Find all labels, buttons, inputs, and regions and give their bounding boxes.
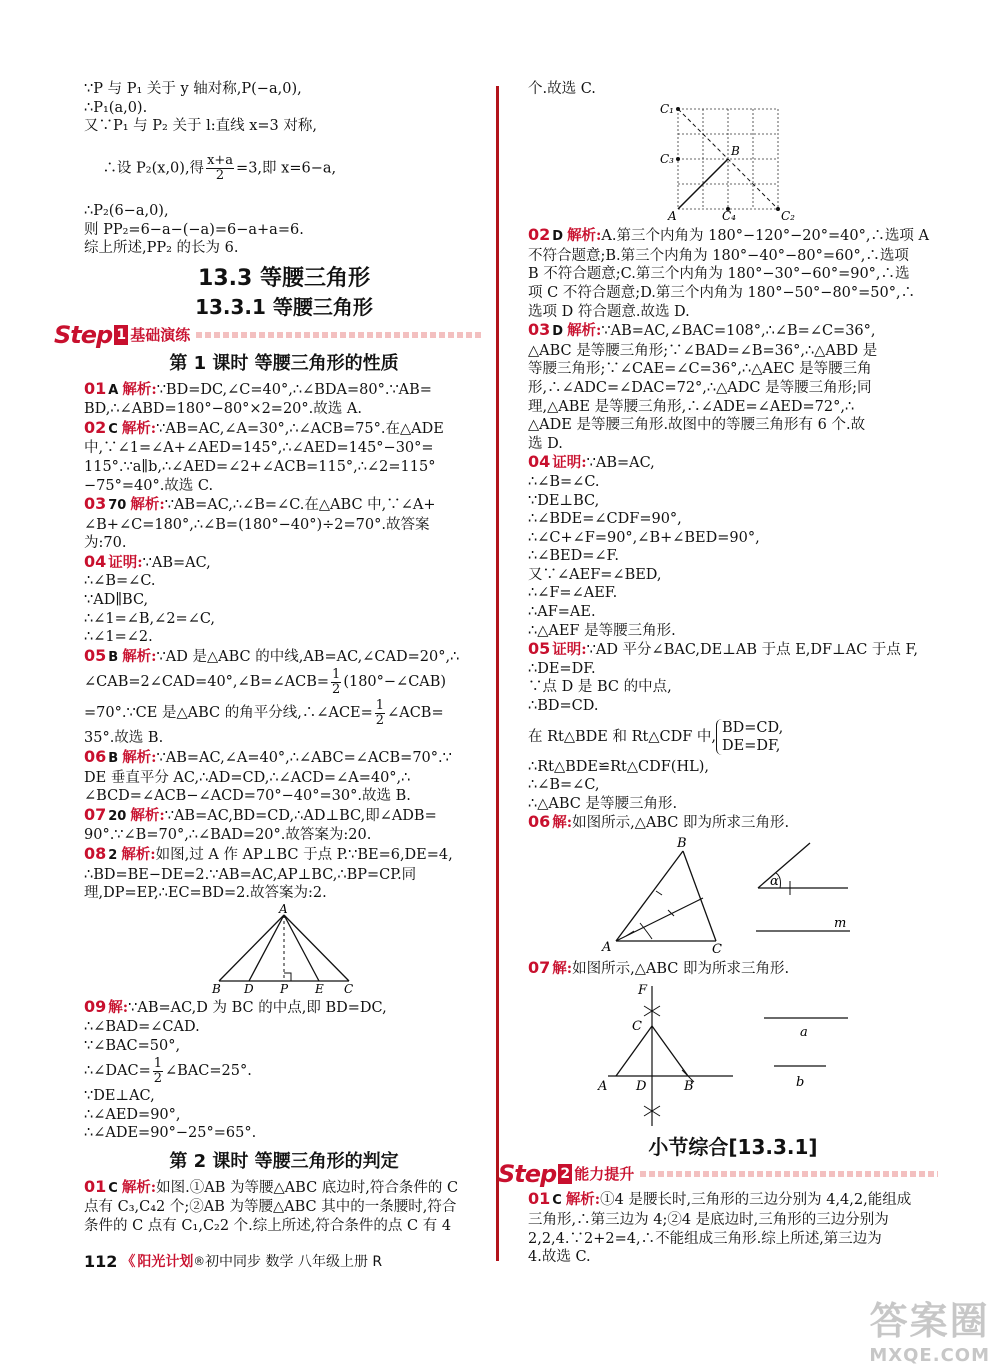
answer-line: 理,△ABE 是等腰三角形,∴∠ADE=∠AED=72°,∴ xyxy=(528,398,855,415)
answer-line: ∴∠F=∠AEF. xyxy=(528,585,618,602)
numerator: x+a xyxy=(207,153,234,169)
answer-line: △ABC 是等腰三角形;∵∠BAD=∠B=36°,∴△ABD 是 xyxy=(528,342,878,359)
watermark-url: MXQE.COM xyxy=(869,1345,990,1366)
answer-line: ∴∠B=∠C. xyxy=(528,473,600,490)
answer-line: ∴BD=CD. xyxy=(528,698,599,715)
step-title: 基础演练 xyxy=(130,325,191,344)
book-title: 初中同步 数学 八年级上册 R xyxy=(205,1254,383,1270)
answer-line: DE 垂直平分 AC,∴AD=CD,∴∠ACD=∠A=40°,∴ xyxy=(84,769,411,786)
answer-line: △ADE 是等腰三角形.故图中的等腰三角形有 6 个.故 xyxy=(528,417,866,434)
answer-text: ∵AB=AC,∠A=30°,∴∠ACB=75°.在△ADE xyxy=(156,420,444,437)
segment-label: a xyxy=(800,1025,808,1041)
line-label: m xyxy=(834,916,847,931)
analysis-label: 解析: xyxy=(130,496,165,514)
fraction xyxy=(206,154,234,183)
answer-tag: 20 xyxy=(108,808,127,824)
intro-line: ∴P₁(a,0). xyxy=(84,99,148,116)
question-number: 06 xyxy=(84,747,107,767)
intro-line: 综上所述,PP₂ 的长为 6. xyxy=(84,240,239,257)
answer-fraction-line xyxy=(84,1055,484,1087)
proof-label: 证明: xyxy=(552,641,587,659)
answer-text: 如图.①AB 为等腰△ABC 底边时,符合条件的 C xyxy=(156,1179,459,1196)
answer-line: 选项 D 符合题意.故选 D. xyxy=(528,303,690,320)
answer-line: 不符合题意;B.第三个内角为 180°−40°−80°=60°,∴选项 xyxy=(528,247,909,264)
analysis-label: 解析: xyxy=(130,806,165,824)
point-label: B xyxy=(677,836,687,851)
text: ∠ACB= xyxy=(387,705,444,722)
question-number: 04 xyxy=(528,452,551,472)
numerator: 1 xyxy=(332,666,341,682)
denominator: 2 xyxy=(153,1070,162,1086)
answer-line: B 不符合题意;C.第三个内角为 180°−30°−60°=90°,∴选 xyxy=(528,266,910,283)
intro-line: 又∵P₁ 与 P₂ 关于 l:直线 x=3 对称, xyxy=(84,118,317,135)
answer-text: ∵AB=AC,∠A=40°,∴∠ABC=∠ACB=70°.∵ xyxy=(156,750,452,767)
page-number: 112 xyxy=(84,1251,118,1271)
answer-line: 选 D. xyxy=(528,435,563,452)
answer-line: ∴DE=DF. xyxy=(528,660,596,677)
answer-line: 中,∵∠1=∠A+∠AED=145°,∴∠AED=145°−30°= xyxy=(84,440,434,457)
answer-line: ∴∠B=∠C, xyxy=(528,777,600,794)
solution-label: 解: xyxy=(552,959,573,977)
answer-line: 理,DP=EP,∴EC=BD=2.故答案为:2. xyxy=(84,885,327,902)
question-03 xyxy=(84,495,484,516)
point-label: C₂ xyxy=(781,208,795,221)
grid-figure xyxy=(528,99,938,221)
answer-line: 形,∴∠ADC=∠DAC=72°,∴△ADC 是等腰三角形;同 xyxy=(528,379,872,396)
answer-text: ∵AB=AC, xyxy=(142,554,211,571)
answer-text: ∵AB=AC, xyxy=(586,455,655,472)
point-label: D xyxy=(244,981,254,993)
point-label: C xyxy=(712,942,722,953)
step-decoration xyxy=(196,332,484,338)
text: =70°.∵CE 是△ABC 的角平分线,∴∠ACE= xyxy=(84,705,373,722)
intro-line: 则 PP₂=6−a−(−a)=6−a+a=6. xyxy=(84,221,304,238)
answer-line: ∵点 D 是 BC 的中点, xyxy=(528,679,672,696)
answer-line: 90°.∵∠B=70°,∴∠BAD=20°.故答案为:20. xyxy=(84,827,372,844)
answer-text: ∵AB=AC,D 为 BC 的中点,即 BD=DC, xyxy=(128,1000,387,1017)
numerator: 1 xyxy=(153,1055,162,1071)
question-05 xyxy=(84,647,484,668)
answer-tag: 70 xyxy=(108,498,127,514)
question-number: 01 xyxy=(84,1176,107,1196)
point-label: C xyxy=(632,1019,642,1035)
answer-text: 如图,过 A 作 AP⊥BC 于点 P.∵BE=6,DE=4, xyxy=(155,847,453,863)
point-label: E xyxy=(315,981,324,993)
question-l2-01 xyxy=(84,1178,484,1199)
double-arrow-icon: 《 xyxy=(121,1254,136,1270)
answer-tag: B xyxy=(108,649,119,665)
summary-title: 小节综合[13.3.1] xyxy=(648,1134,818,1159)
answer-tag: D xyxy=(552,324,564,340)
question-number: 03 xyxy=(84,494,107,514)
point-label: C₃ xyxy=(660,151,674,166)
page-footer xyxy=(84,1251,382,1271)
answer-line: 为:70. xyxy=(84,535,127,552)
point-label: B xyxy=(212,981,221,993)
answer-text: ①4 是腰长时,三角形的三边分别为 4,4,2,能组成 xyxy=(600,1192,912,1209)
point-label: C₄ xyxy=(722,208,736,221)
answer-line: ∵∠BAC=50°, xyxy=(84,1037,181,1054)
point-label: A xyxy=(668,208,677,221)
step2-banner xyxy=(498,1160,938,1189)
left-column xyxy=(54,80,484,1235)
analysis-label: 解析: xyxy=(122,749,157,767)
answer-line: ∴△AEF 是等腰三角形. xyxy=(528,622,676,639)
answer-text: ∵AB=AC,BD=CD,∴AD⊥BC,即∠ADB= xyxy=(164,807,437,824)
construction-figure-07 xyxy=(528,978,938,1128)
step1-banner xyxy=(54,320,484,349)
denominator: 2 xyxy=(215,168,225,184)
step-title: 能力提升 xyxy=(574,1165,635,1184)
text: 在 Rt△BDE 和 Rt△CDF 中, xyxy=(528,728,716,745)
text: (180°−∠CAB) xyxy=(343,674,447,691)
answer-line: −75°=40°.故选 C. xyxy=(84,477,214,494)
question-l2-03 xyxy=(528,321,938,342)
answer-line: ∴∠C+∠F=90°,∠B+∠BED=90°, xyxy=(528,529,760,546)
question-number: 07 xyxy=(84,804,107,824)
point-label: A xyxy=(279,902,288,916)
answer-text: ∵AD 是△ABC 的中线,AB=AC,∠CAD=20°,∴ xyxy=(156,648,460,665)
point-label: F xyxy=(638,983,648,999)
isosceles-triangle-figure xyxy=(84,903,484,993)
answer-line: ∴∠BAD=∠CAD. xyxy=(84,1018,200,1035)
question-08 xyxy=(84,845,484,866)
answer-line: 三角形,∴第三边为 4;②4 是底边时,三角形的三边分别为 xyxy=(528,1211,889,1228)
answer-line: ∵AD∥BC, xyxy=(84,592,149,609)
analysis-label: 解析: xyxy=(565,1191,601,1209)
answer-line: ∵DE⊥BC, xyxy=(528,492,600,509)
proof-label: 证明: xyxy=(552,454,587,472)
answer-line: ∴Rt△BDE≌Rt△CDF(HL), xyxy=(528,758,710,775)
answer-tag: C xyxy=(552,1193,562,1209)
section-title: 13.3 等腰三角形 xyxy=(198,265,370,291)
answer-line: ∴∠1=∠2. xyxy=(84,629,153,646)
analysis-label: 解析: xyxy=(121,1178,157,1196)
segment-label: b xyxy=(796,1075,805,1091)
brace-item: BD=CD, xyxy=(721,719,784,736)
answer-text: A.第三个内角为 180°−120°−20°=40°,∴选项 A xyxy=(601,228,930,245)
answer-line: 2,2,4.∵2+2=4,∴不能组成三角形.综上所述,第三边为 xyxy=(528,1230,882,1247)
brace-group xyxy=(716,719,783,755)
intro-fraction-line xyxy=(84,136,484,202)
question-number: 02 xyxy=(84,417,107,437)
watermark xyxy=(869,1290,990,1366)
answer-line: ∴AF=AE. xyxy=(528,604,596,621)
angle-label: α xyxy=(770,874,779,889)
text: ∴∠DAC= xyxy=(84,1063,151,1080)
answer-line: 项 C 不符合题意;D.第三个内角为 180°−50°−80°=50°,∴ xyxy=(528,284,916,301)
answer-text: ∵AB=AC,∴∠B=∠C.在△ABC 中,∵∠A+ xyxy=(164,497,436,514)
answer-line: ∠BCD=∠ACB−∠ACD=70°−40°=30°.故选 B. xyxy=(84,788,411,805)
answer-tag: 2 xyxy=(108,848,118,863)
brace-item: DE=DF, xyxy=(721,737,781,754)
answer-line: 35°.故选 B. xyxy=(84,730,164,747)
answer-line: 等腰三角形;∵∠CAE=∠C=36°,∴△AEC 是等腰三角 xyxy=(528,361,872,378)
answer-line: 又∵∠AEF=∠BED, xyxy=(528,566,662,583)
answer-tag: A xyxy=(108,382,119,398)
answer-line: BD,∴∠ABD=180°−80°×2=20°.故选 A. xyxy=(84,401,362,418)
answer-fraction-line xyxy=(84,697,484,729)
denominator: 2 xyxy=(332,681,341,697)
answer-text: ∵AB=AC,∠BAC=108°,∴∠B=∠C=36°, xyxy=(601,323,876,340)
answer-fraction-line xyxy=(84,667,484,697)
analysis-label: 解析: xyxy=(121,846,156,863)
question-number: 01 xyxy=(84,378,107,398)
answer-tag: D xyxy=(552,229,564,245)
point-label: P xyxy=(280,981,289,993)
analysis-label: 解析: xyxy=(567,227,602,245)
answer-line: ∵DE⊥AC, xyxy=(84,1088,155,1105)
intro-line: ∴P₂(6−a,0), xyxy=(84,202,169,219)
lesson-title: 第 2 课时 等腰三角形的判定 xyxy=(169,1150,399,1172)
registered-mark: ® xyxy=(193,1254,206,1268)
solution-label: 解: xyxy=(552,814,573,832)
question-number: 04 xyxy=(84,551,107,571)
answer-tag: C xyxy=(108,1180,118,1196)
step-word: Step xyxy=(54,320,113,349)
analysis-label: 解析: xyxy=(567,322,602,340)
column-divider xyxy=(496,86,499,1261)
right-column xyxy=(498,80,938,1267)
fraction xyxy=(375,699,385,728)
point-label: C xyxy=(344,981,354,993)
question-l2-04 xyxy=(528,453,938,473)
question-number: 02 xyxy=(528,225,551,245)
denominator: 2 xyxy=(375,712,385,728)
analysis-label: 解析: xyxy=(122,647,157,665)
question-number: 01 xyxy=(528,1189,551,1209)
lesson-title: 第 1 课时 等腰三角形的性质 xyxy=(169,352,399,374)
answer-line: 条件的 C 点有 C₁,C₂2 个.综上所述,符合条件的点 C 有 4 xyxy=(84,1217,452,1234)
fraction xyxy=(153,1057,163,1086)
question-number: 06 xyxy=(528,812,551,832)
answer-text: 如图所示,△ABC 即为所求三角形. xyxy=(572,960,790,977)
answer-line: ∴∠1=∠B,∠2=∠C, xyxy=(84,610,216,627)
question-01 xyxy=(84,380,484,401)
text: =3,即 x=6−a, xyxy=(236,160,337,177)
step-word: Step xyxy=(498,1160,557,1189)
answer-text: ∵BD=DC,∠C=40°,∴∠BDA=80°.∵AB= xyxy=(156,381,432,398)
brand-name: 阳光计划 xyxy=(137,1254,194,1270)
question-number: 05 xyxy=(528,639,551,659)
watermark-logo: 答案圈 xyxy=(869,1299,990,1343)
point-label: C₁ xyxy=(660,101,674,116)
question-number: 05 xyxy=(84,645,107,665)
answer-line: ∠B+∠C=180°,∴∠B=(180°−40°)÷2=70°.故答案 xyxy=(84,516,430,533)
question-number: 03 xyxy=(528,320,551,340)
question-06 xyxy=(84,748,484,769)
text: ∴设 P₂(x,0),得 xyxy=(102,160,205,177)
fraction xyxy=(331,668,341,697)
numerator: 1 xyxy=(375,697,385,713)
question-04 xyxy=(84,553,484,573)
point-label: D xyxy=(636,1079,647,1095)
point-label: B xyxy=(684,1079,694,1095)
question-s2-01 xyxy=(528,1190,938,1211)
question-number: 07 xyxy=(528,957,551,977)
text: ∠CAB=2∠CAD=40°,∠B=∠ACB= xyxy=(84,674,330,691)
answer-tag: C xyxy=(108,421,118,437)
point-label: A xyxy=(598,1079,608,1095)
step-number: 1 xyxy=(114,325,128,345)
question-l2-05 xyxy=(528,640,938,660)
answer-line: ∴∠AED=90°, xyxy=(84,1106,181,1123)
answer-line: 个.故选 C. xyxy=(528,81,596,97)
question-07 xyxy=(84,806,484,827)
solution-label: 解: xyxy=(108,999,129,1017)
answer-line: ∴BD=BE−DE=2.∵AB=AC,AP⊥BC,∴BP=CP.同 xyxy=(84,866,417,883)
analysis-label: 解析: xyxy=(122,380,157,398)
step-decoration xyxy=(640,1171,938,1177)
point-label: B xyxy=(731,143,740,158)
question-l2-02 xyxy=(528,226,938,247)
answer-line: ∴∠B=∠C. xyxy=(84,573,156,590)
step-number: 2 xyxy=(558,1164,572,1184)
question-number: 09 xyxy=(84,997,107,1017)
question-02 xyxy=(84,419,484,440)
answer-text: ∵AD 平分∠BAC,DE⊥AB 于点 E,DF⊥AC 于点 F, xyxy=(586,642,918,659)
subsection-title: 13.3.1 等腰三角形 xyxy=(195,295,373,320)
answer-line: 点有 C₃,C₄2 个;②AB 为等腰△ABC 其中的一条腰时,符合 xyxy=(84,1199,457,1216)
question-l2-07 xyxy=(528,959,938,979)
answer-line: ∴△ABC 是等腰三角形. xyxy=(528,795,678,812)
answer-text: 如图所示,△ABC 即为所求三角形. xyxy=(572,815,790,832)
point-label: A xyxy=(602,940,612,953)
text: ∠BAC=25°. xyxy=(165,1063,252,1080)
brace-line xyxy=(528,719,938,755)
question-l2-06 xyxy=(528,813,938,833)
answer-tag: B xyxy=(108,751,119,767)
question-09 xyxy=(84,998,484,1018)
answer-line: ∴∠BDE=∠CDF=90°, xyxy=(528,511,682,528)
answer-line: 4.故选 C. xyxy=(528,1249,591,1266)
answer-line: 115°.∵a∥b,∴∠AED=∠2+∠ACB=115°,∴∠2=115° xyxy=(84,458,436,475)
answer-line: ∴∠ADE=90°−25°=65°. xyxy=(84,1125,257,1142)
intro-line: ∵P 与 P₁ 关于 y 轴对称,P(−a,0), xyxy=(84,81,302,97)
proof-label: 证明: xyxy=(108,553,143,571)
construction-figure-06 xyxy=(528,833,938,953)
answer-line: ∴∠BED=∠F. xyxy=(528,548,619,565)
analysis-label: 解析: xyxy=(121,419,157,437)
question-number: 08 xyxy=(84,844,107,863)
